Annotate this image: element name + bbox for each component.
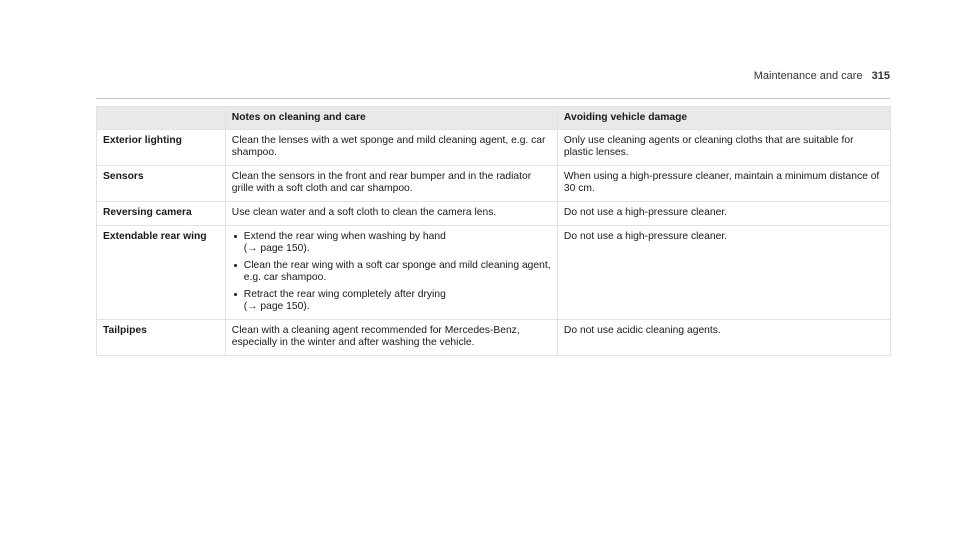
page-number: 315 <box>871 70 890 82</box>
table-row <box>97 130 891 166</box>
table-row <box>97 320 891 356</box>
page-header <box>754 70 890 82</box>
cleaning-care-table <box>96 106 891 356</box>
row-label: Reversing camera <box>97 202 226 226</box>
row-notes <box>225 226 557 320</box>
row-notes: Clean the lenses with a wet sponge and mild cleaning agent, e.g. car shampoo. <box>225 130 557 166</box>
column-header-item <box>97 107 226 130</box>
row-label: Extendable rear wing <box>97 226 226 320</box>
list-item <box>232 260 551 284</box>
header-rule <box>96 98 890 99</box>
row-label: Tailpipes <box>97 320 226 356</box>
table-row <box>97 166 891 202</box>
list-item <box>232 231 551 255</box>
row-notes: Clean the sensors in the front and rear bumper and in the radiator grille with a soft cloth and car shampoo. <box>225 166 557 202</box>
row-label: Exterior lighting <box>97 130 226 166</box>
bullet-text: Retract the rear wing completely after drying <box>243 289 446 300</box>
page-reference-link[interactable]: (→ page 150). <box>243 243 310 254</box>
row-avoid: Do not use acidic cleaning agents. <box>557 320 890 356</box>
table-row <box>97 226 891 320</box>
row-notes: Clean with a cleaning agent recommended for Mercedes-Benz, especially in the winter and after washing the vehicle. <box>225 320 557 356</box>
section-title: Maintenance and care <box>753 70 863 82</box>
row-avoid: Do not use a high-pressure cleaner. <box>557 202 890 226</box>
bullet-list <box>232 231 551 313</box>
bullet-text: Extend the rear wing when washing by hand <box>243 231 446 242</box>
row-avoid: Only use cleaning agents or cleaning cloths that are suitable for plastic lenses. <box>557 130 890 166</box>
table-header-row <box>97 107 891 130</box>
page-reference-link[interactable]: (→ page 150). <box>243 301 310 312</box>
bullet-text: Clean the rear wing with a soft car sponge and mild cleaning agent, e.g. car shampoo. <box>243 260 551 283</box>
column-header-avoid: Avoiding vehicle damage <box>557 107 890 130</box>
row-label: Sensors <box>97 166 226 202</box>
row-avoid: Do not use a high-pressure cleaner. <box>557 226 890 320</box>
row-avoid: When using a high-pressure cleaner, maintain a minimum distance of 30 cm. <box>557 166 890 202</box>
column-header-notes: Notes on cleaning and care <box>225 107 557 130</box>
list-item <box>232 289 551 313</box>
table-row <box>97 202 891 226</box>
row-notes: Use clean water and a soft cloth to clean the camera lens. <box>225 202 557 226</box>
